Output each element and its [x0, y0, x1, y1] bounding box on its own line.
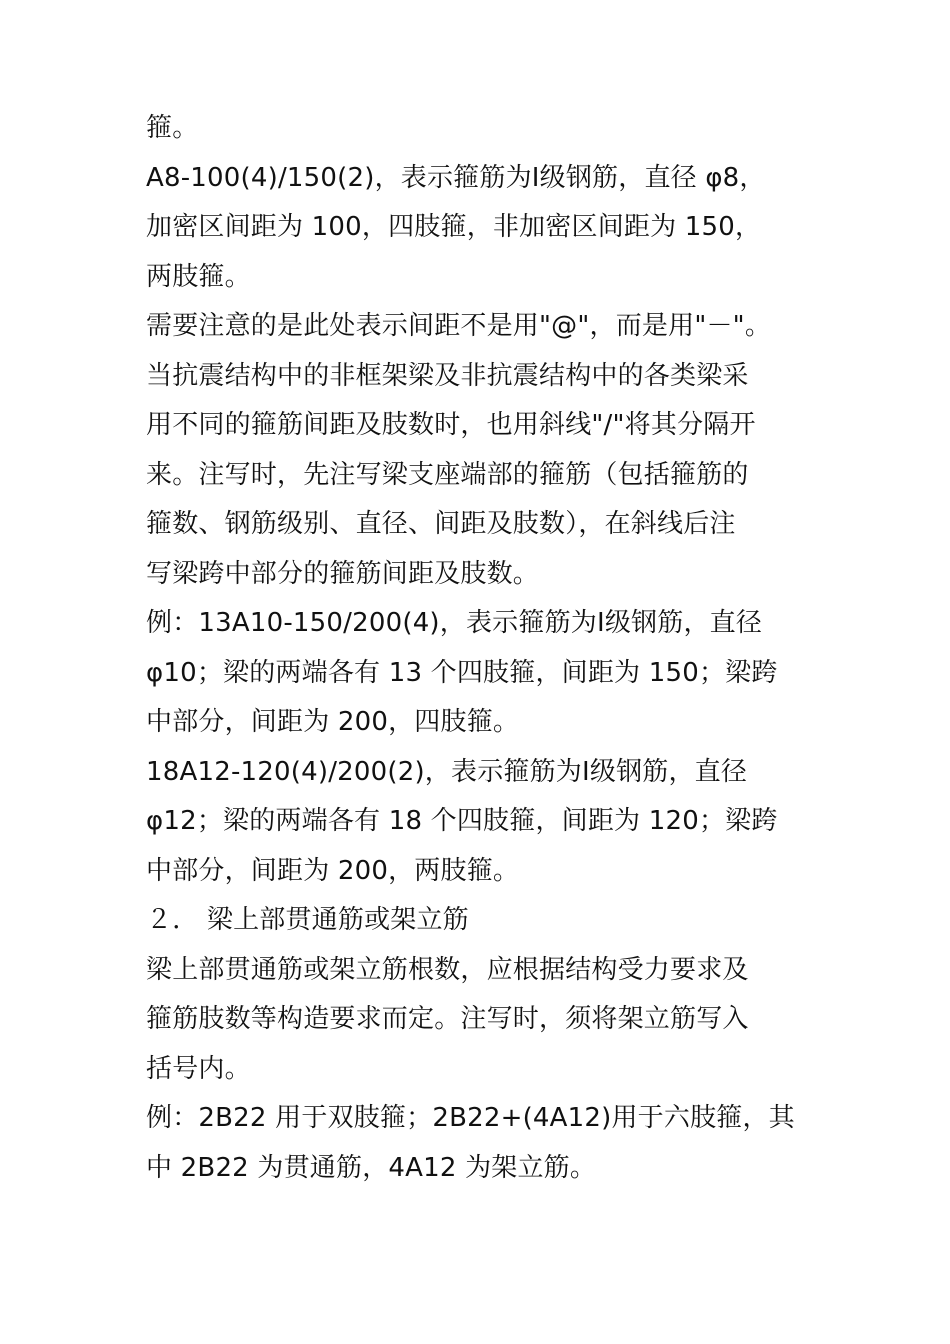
text-line: 箍。 [146, 113, 199, 143]
text-line: 例：13A10-150/200(4)，表示箍筋为Ⅰ级钢筋，直径 [146, 608, 763, 638]
text-line: 需要注意的是此处表示间距不是用"@"，而是用"－"。 [146, 311, 772, 341]
text-line: φ12；梁的两端各有 18 个四肢箍，间距为 120；梁跨 [146, 806, 778, 836]
text-line: 例：2B22 用于双肢箍；2B22+(4A12)用于六肢箍，其 [146, 1103, 795, 1133]
text-line: 来。注写时，先注写梁支座端部的箍筋（包括箍筋的 [146, 459, 749, 490]
text-line: 两肢箍。 [146, 261, 251, 292]
text-line: 用不同的箍筋间距及肢数时，也用斜线"/"将其分隔开 [146, 410, 756, 440]
text-line: 括号内。 [146, 1053, 251, 1084]
document-body [146, 104, 816, 1193]
text-line: 箍筋肢数等构造要求而定。注写时，须将架立筋写入 [146, 1004, 749, 1034]
section-heading: ２． 梁上部贯通筋或架立筋 [146, 905, 469, 935]
text-line: 中 2B22 为贯通筋，4A12 为架立筋。 [146, 1152, 597, 1183]
text-line: 中部分，间距为 200，四肢箍。 [146, 707, 520, 737]
text-line: A8-100(4)/150(2)，表示箍筋为Ⅰ级钢筋，直径 φ8， [146, 162, 766, 193]
text-line: 梁上部贯通筋或架立筋根数，应根据结构受力要求及 [146, 954, 749, 985]
text-line: 箍数、钢筋级别、直径、间距及肢数），在斜线后注 [146, 509, 736, 539]
text-line: 写梁跨中部分的箍筋间距及肢数。 [146, 558, 540, 589]
text-line: 18A12-120(4)/200(2)，表示箍筋为Ⅰ级钢筋，直径 [146, 756, 748, 787]
text-line: φ10；梁的两端各有 13 个四肢箍，间距为 150；梁跨 [146, 657, 778, 688]
text-line: 加密区间距为 100，四肢箍，非加密区间距为 150， [146, 212, 762, 242]
text-line: 当抗震结构中的非框架梁及非抗震结构中的各类梁采 [146, 360, 749, 391]
text-line: 中部分，间距为 200，两肢箍。 [146, 855, 520, 886]
